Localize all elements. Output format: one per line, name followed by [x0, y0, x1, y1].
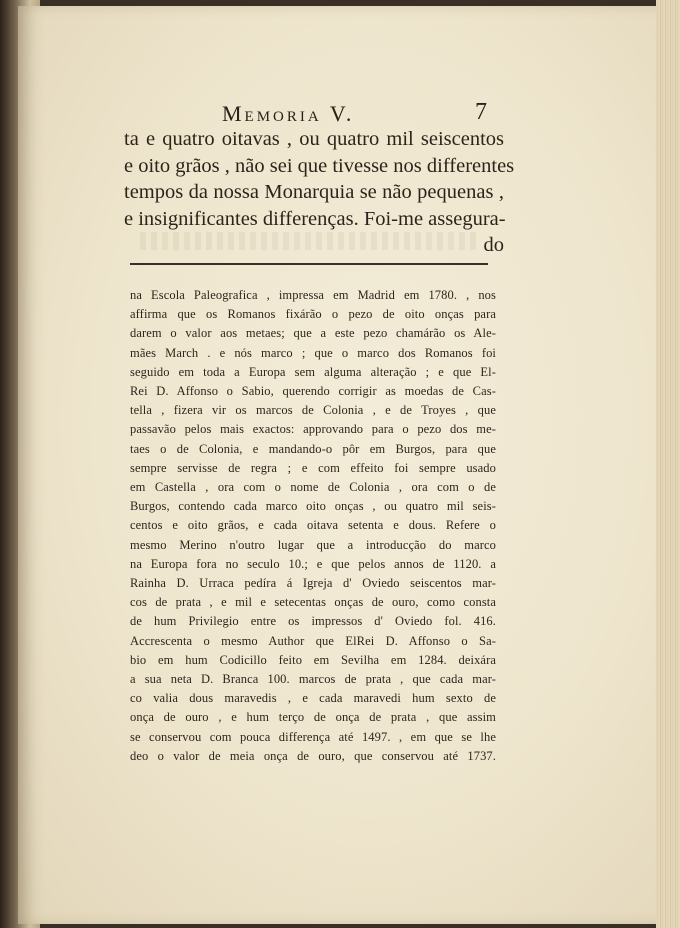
footnote-line: a sua neta D. Branca 100. marcos de prata , que cada mar- — [130, 672, 496, 687]
footnote — [130, 286, 496, 766]
footnote-line: Accrescenta o mesmo Author que ElRei D. Affonso o Sa- — [130, 633, 496, 648]
footnote-line: bio em hum Codicillo feito em Sevilha em 1284. deixára — [130, 652, 496, 667]
footnote-line: se conservou com pouca differença até 1497. , em que se lhe — [130, 729, 496, 744]
footnote-line: affirma que os Romanos fixárão o pezo de oito onças para — [130, 307, 496, 322]
page-number: 7 — [475, 99, 490, 125]
footnote-line: mães March . e nós marco ; que o marco dos Romanos foi — [130, 345, 496, 360]
footnote-line: deo o valor de meia onça de ouro, que conservou até 1737. — [130, 748, 496, 763]
footnote-line: seguido em toda a Europa sem alguma alteração ; e que El- — [130, 364, 496, 379]
footnote-line: co valia dous maravedis , e cada maravedi hum sexto de — [130, 691, 496, 706]
footnote-line: Rainha D. Urraca pedíra á Igreja d' Oviedo seiscentos mar- — [130, 576, 496, 591]
footnote-line: Rei D. Affonso o Sabio, querendo corrigir as moedas de Cas- — [130, 384, 496, 399]
main-text-line: e insignificantes differenças. Foi-me assegura- — [124, 207, 506, 230]
footnote-line: em Castella , ora com o nome de Colonia , ora com o de — [130, 480, 496, 495]
footnote-line: centos e oito grãos, e cada oitava setenta e dous. Refere o — [130, 518, 496, 533]
footnote-rule — [130, 263, 488, 265]
page-edges — [656, 0, 680, 928]
footnote-line: tella , fizera vir os marcos de Colonia , e de Troyes , que — [130, 403, 496, 418]
footnote-line: na Europa fora no seculo 10.; e que pelos annos de 1120. a — [130, 556, 496, 571]
show-through — [140, 232, 480, 250]
footnote-line: taes o de Colonia, e mandando-o pôr em Burgos, para que — [130, 441, 496, 456]
footnote-line: sempre servisse de regra ; e com effeito foi sempre usado — [130, 460, 496, 475]
running-title: Memoria V. — [222, 101, 355, 126]
footnote-line: darem o valor aos metaes; que a este pezo chamárão os Ale- — [130, 326, 496, 341]
catchword: do — [483, 234, 504, 256]
main-text-line: ta e quatro oitavas , ou quatro mil seiscentos — [124, 128, 504, 150]
main-text-line: tempos da nossa Monarquia se não pequenas , — [124, 181, 504, 203]
main-text-line: e oito grãos , não sei que tivesse nos differentes — [124, 154, 515, 177]
footnote-line: Burgos, contendo cada marco oito onças , ou quatro mil seis- — [130, 499, 496, 514]
footnote-line: onça de ouro , e hum terço de onça de prata , que assim — [130, 710, 496, 725]
footnote-line: passavão pelos mais exactos: approvando para o pezo dos me- — [130, 422, 496, 437]
footnote-line: de hum Privilegio entre os impressos d' Oviedo fol. 416. — [130, 614, 496, 629]
footnote-line: cos de prata , e mil e setecentas onças de ouro, como consta — [130, 595, 496, 610]
footnote-line: mesmo Merino n'outro lugar que a introducção do marco — [130, 537, 496, 552]
footnote-line: na Escola Paleografica , impressa em Madrid em 1780. , nos — [130, 288, 496, 302]
